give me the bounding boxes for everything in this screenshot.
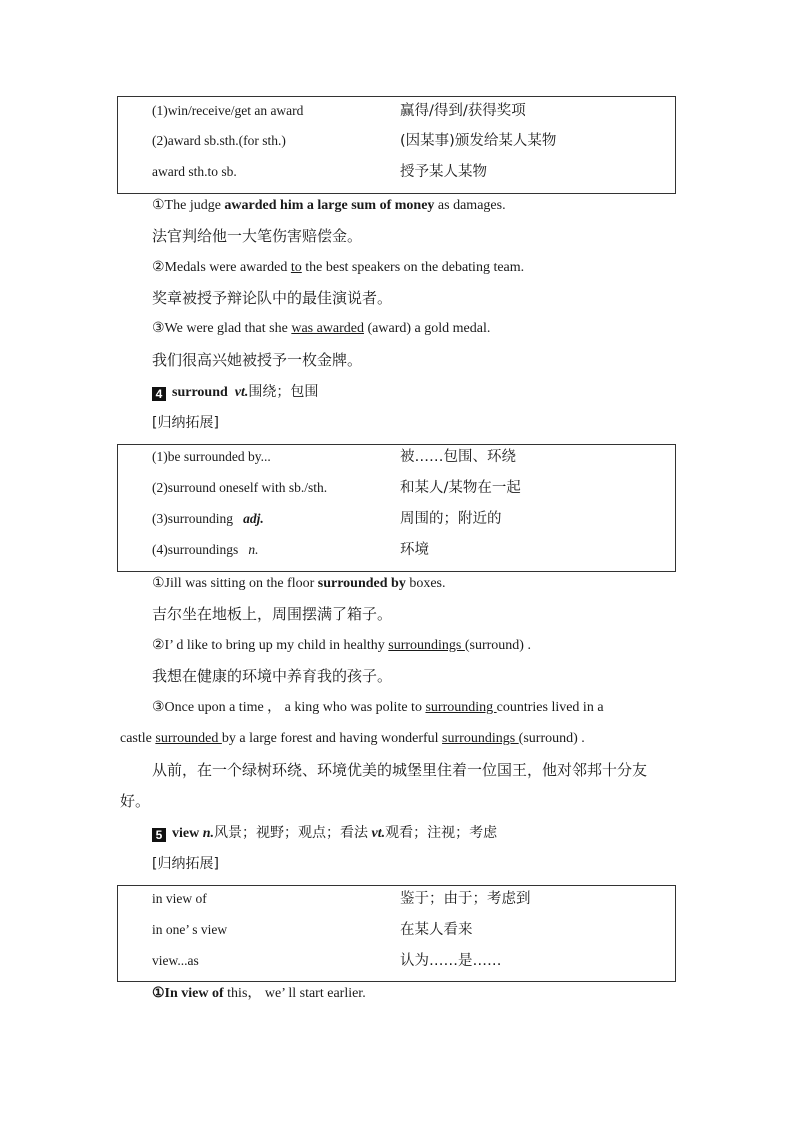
example-translation: 从前，在一个绿树环绕、环境优美的城堡里住着一位国王，他对邻邦十分友 (152, 761, 648, 779)
example-sentence-cont: castle surrounded by a large forest and having wonderful surroundings (surround) . (120, 731, 585, 746)
headword: surround (172, 385, 228, 400)
example-translation: 我们很高兴她被授予一枚金牌。 (152, 351, 363, 369)
phrase-zh: (因某事)颁发给某人某物 (400, 133, 557, 149)
example-sentence: ③We were glad that she was awarded (award) a gold medal. (152, 321, 491, 336)
definition: 观看；注视；考虑 (385, 825, 498, 841)
example-sentence: ②Medals were awarded to the best speakers on the debating team. (152, 260, 525, 275)
table-view (117, 885, 676, 982)
table-row (118, 131, 675, 151)
entry-heading-surround (152, 382, 318, 403)
phrase-en: (1)be surrounded by... (152, 449, 271, 464)
phrase-en: in one’ s view (152, 922, 228, 937)
answer-blank: surroundings (388, 638, 465, 653)
example-translation: 奖章被授予辩论队中的最佳演说者。 (152, 289, 393, 307)
phrase-zh: 周围的；附近的 (400, 511, 502, 527)
example-sentence: ①In view of this， we’ ll start earlier. (152, 986, 366, 1001)
phrase-zh: 授予某人某物 (400, 164, 487, 180)
answer-blank: surrounded (155, 731, 222, 746)
table-award (117, 96, 676, 194)
table-row (118, 162, 675, 182)
part-of-speech: n. (202, 826, 215, 841)
example-translation-cont: 好。 (120, 792, 151, 810)
part-of-speech: vt. (371, 826, 386, 841)
example-sentence: ①The judge awarded him a large sum of money as damages. (152, 198, 506, 213)
section-label: [归纳拓展] (152, 856, 219, 872)
bold-phrase: awarded him a large sum of money (224, 198, 435, 213)
definition: 围绕；包围 (248, 384, 319, 400)
phrase-zh: 环境 (400, 542, 429, 558)
phrase-en: award sth.to sb. (152, 164, 237, 179)
phrase-zh: 和某人/某物在一起 (400, 480, 521, 496)
example-translation: 吉尔坐在地板上，周围摆满了箱子。 (152, 605, 393, 623)
answer-blank: surroundings (442, 731, 519, 746)
part-of-speech: vt. (234, 385, 249, 400)
phrase-en: (2)surround oneself with sb./sth. (152, 480, 328, 495)
phrase-en: in view of (152, 891, 207, 906)
table-row (118, 889, 675, 909)
phrase-zh: 在某人看来 (400, 922, 473, 938)
phrase-en: (4)surroundings n. (152, 542, 259, 557)
headword: view (172, 826, 200, 841)
bold-phrase: ①In view of (152, 986, 224, 1001)
phrase-zh: 鉴于；由于；考虑到 (400, 891, 531, 907)
table-row (118, 951, 675, 971)
example-translation: 法官判给他一大笔伤害赔偿金。 (152, 227, 363, 245)
table-row (118, 540, 675, 560)
part-of-speech: adj. (243, 511, 264, 526)
phrase-en: (3)surrounding adj. (152, 511, 264, 526)
phrase-en: (2)award sb.sth.(for sth.) (152, 133, 286, 148)
example-sentence: ①Jill was sitting on the floor surrounded by boxes. (152, 576, 446, 591)
entry-heading-view (152, 823, 497, 844)
example-sentence: ③Once upon a time ， a king who was polite to surrounding countries lived in a (152, 700, 604, 715)
table-row (118, 101, 675, 121)
table-row (118, 478, 675, 498)
phrase-zh: 被……包围、环绕 (400, 449, 516, 465)
section-label: [归纳拓展] (152, 415, 219, 431)
phrase-zh: 赢得/得到/获得奖项 (400, 103, 526, 119)
example-sentence: ②I’ d like to bring up my child in healthy surroundings (surround) . (152, 638, 531, 653)
table-surround (117, 444, 676, 572)
table-row (118, 920, 675, 940)
definition: 风景；视野；观点；看法 (214, 825, 369, 841)
entry-number: 4 (152, 387, 166, 401)
example-translation: 我想在健康的环境中养育我的孩子。 (152, 667, 393, 685)
table-row (118, 509, 675, 529)
phrase-en: (1)win/receive/get an award (152, 103, 304, 118)
answer-blank: to (290, 260, 302, 275)
answer-blank: was awarded (291, 321, 365, 336)
phrase-zh: 认为……是…… (400, 953, 502, 969)
part-of-speech: n. (248, 542, 259, 557)
entry-number: 5 (152, 828, 166, 842)
table-row (118, 447, 675, 467)
answer-blank: surrounding (425, 700, 497, 715)
bold-phrase: surrounded by (317, 576, 406, 591)
phrase-en: view...as (152, 953, 199, 968)
